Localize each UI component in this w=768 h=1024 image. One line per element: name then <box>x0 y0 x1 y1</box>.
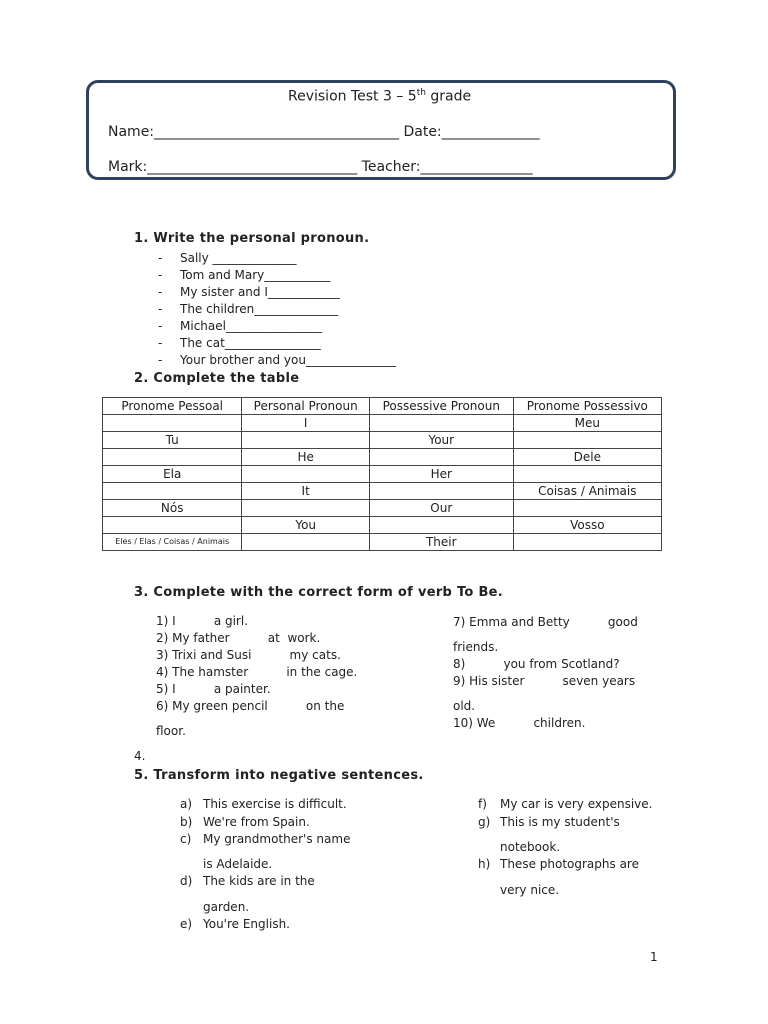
table-cell[interactable]: Nós <box>103 500 242 517</box>
neg-letter: b) <box>180 815 193 829</box>
table-cell[interactable]: I <box>242 415 370 432</box>
list-item[interactable]: - The children______________ <box>158 302 339 316</box>
section5-heading: 5. Transform into negative sentences. <box>134 768 424 783</box>
verb-item[interactable]: 1) I a girl. <box>156 614 249 628</box>
table-cell[interactable] <box>242 500 370 517</box>
neg-sentence-continuation: is Adelaide. <box>203 857 273 871</box>
table-header-cell: Personal Pronoun <box>242 398 370 415</box>
verb-item[interactable]: 10) We children. <box>453 716 586 730</box>
neg-letter: d) <box>180 874 193 888</box>
list-item[interactable]: - The cat________________ <box>158 336 321 350</box>
table-cell[interactable] <box>369 483 513 500</box>
pronoun-table <box>102 397 662 551</box>
table-header-row <box>103 398 662 415</box>
table-cell[interactable] <box>242 466 370 483</box>
table-header-cell: Pronome Pessoal <box>103 398 242 415</box>
table-cell[interactable]: Her <box>369 466 513 483</box>
neg-sentence[interactable]: We're from Spain. <box>203 815 310 829</box>
table-cell[interactable] <box>103 483 242 500</box>
table-cell[interactable]: Our <box>369 500 513 517</box>
table-cell[interactable]: Dele <box>513 449 661 466</box>
list-item[interactable]: - Your brother and you_______________ <box>158 353 396 367</box>
table-row <box>103 483 662 500</box>
table-header-cell: Possessive Pronoun <box>369 398 513 415</box>
section4-marker: 4. <box>134 749 146 763</box>
list-item[interactable]: - Michael________________ <box>158 319 322 333</box>
table-cell[interactable] <box>513 534 661 551</box>
table-cell[interactable]: Your <box>369 432 513 449</box>
table-cell[interactable]: Ela <box>103 466 242 483</box>
verb-item[interactable]: 4) The hamster in the cage. <box>156 665 358 679</box>
verb-item[interactable]: 6) My green pencil on the <box>156 699 345 713</box>
table-cell[interactable]: Vosso <box>513 517 661 534</box>
table-cell[interactable]: Meu <box>513 415 661 432</box>
table-cell[interactable]: Tu <box>103 432 242 449</box>
table-cell[interactable] <box>369 415 513 432</box>
table-cell[interactable] <box>242 432 370 449</box>
test-title: Revision Test 3 – 5th grade <box>288 88 472 105</box>
verb-item-continuation: floor. <box>156 724 186 738</box>
verb-item-continuation: friends. <box>453 640 499 654</box>
list-item[interactable]: - My sister and I____________ <box>158 285 340 299</box>
table-row <box>103 432 662 449</box>
table-cell[interactable]: Eles / Elas / Coisas / Animais <box>103 534 242 551</box>
table-row <box>103 449 662 466</box>
page-number: 1 <box>650 950 658 964</box>
verb-item[interactable]: 5) I a painter. <box>156 682 271 696</box>
section2-heading: 2. Complete the table <box>134 371 300 386</box>
table-row <box>103 415 662 432</box>
neg-letter: f) <box>478 797 487 811</box>
neg-sentence-continuation: garden. <box>203 900 250 914</box>
table-row <box>103 534 662 551</box>
table-row <box>103 517 662 534</box>
table-cell[interactable] <box>103 517 242 534</box>
table-cell[interactable] <box>513 432 661 449</box>
table-cell[interactable] <box>369 449 513 466</box>
neg-sentence[interactable]: You're English. <box>203 917 290 931</box>
verb-item-continuation: old. <box>453 699 476 713</box>
verb-item[interactable]: 9) His sister seven years <box>453 674 636 688</box>
table-cell[interactable] <box>513 466 661 483</box>
table-row <box>103 500 662 517</box>
section1-heading: 1. Write the personal pronoun. <box>134 231 370 246</box>
neg-letter: h) <box>478 857 491 871</box>
table-header-cell: Pronome Possessivo <box>513 398 661 415</box>
table-cell[interactable]: He <box>242 449 370 466</box>
table-cell[interactable] <box>242 534 370 551</box>
table-cell[interactable] <box>513 500 661 517</box>
verb-item[interactable]: 8) you from Scotland? <box>453 657 620 671</box>
table-cell[interactable] <box>103 449 242 466</box>
name-date-line[interactable]: Name:___________________________________ Date:______________ <box>108 124 540 140</box>
table-cell[interactable] <box>369 517 513 534</box>
table-cell[interactable] <box>103 415 242 432</box>
neg-sentence-continuation: very nice. <box>500 883 560 897</box>
table-cell[interactable]: Coisas / Animais <box>513 483 661 500</box>
verb-item[interactable]: 7) Emma and Betty good <box>453 615 638 629</box>
table-cell[interactable]: Their <box>369 534 513 551</box>
neg-letter: a) <box>180 797 193 811</box>
table-row <box>103 466 662 483</box>
neg-letter: g) <box>478 815 491 829</box>
neg-sentence[interactable]: This is my student's <box>500 815 620 829</box>
neg-sentence[interactable]: My grandmother's name <box>203 832 351 846</box>
verb-item[interactable]: 2) My father at work. <box>156 631 321 645</box>
mark-teacher-line[interactable]: Mark:______________________________ Teacher:________________ <box>108 159 533 175</box>
neg-letter: e) <box>180 917 193 931</box>
table-cell[interactable]: It <box>242 483 370 500</box>
pronoun-list <box>158 250 396 369</box>
section3-heading: 3. Complete with the correct form of verb To Be. <box>134 585 504 600</box>
neg-sentence[interactable]: The kids are in the <box>203 874 315 888</box>
list-item[interactable]: - Sally ______________ <box>158 251 297 265</box>
neg-sentence[interactable]: My car is very expensive. <box>500 797 653 811</box>
neg-letter: c) <box>180 832 192 846</box>
list-item[interactable]: - Tom and Mary___________ <box>158 268 331 282</box>
verb-item[interactable]: 3) Trixi and Susi my cats. <box>156 648 341 662</box>
table-cell[interactable]: You <box>242 517 370 534</box>
neg-sentence[interactable]: This exercise is difficult. <box>203 797 347 811</box>
neg-sentence-continuation: notebook. <box>500 840 561 854</box>
neg-sentence[interactable]: These photographs are <box>500 857 639 871</box>
